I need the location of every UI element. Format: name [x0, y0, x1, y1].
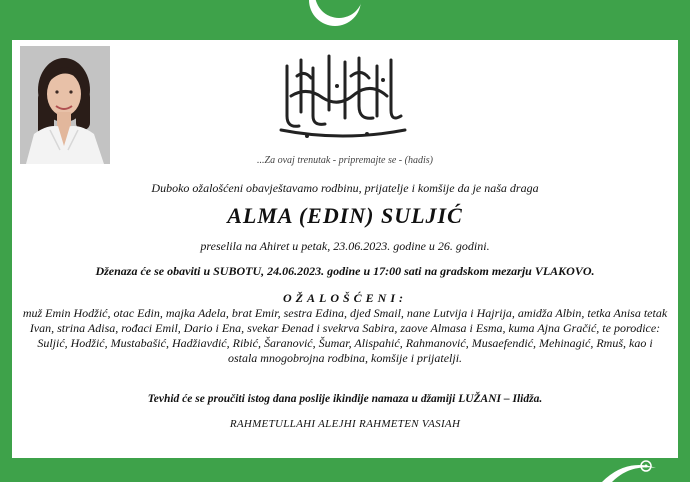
portrait-photo	[20, 46, 110, 164]
mourners-heading: OŽALOŠĆENI:	[282, 291, 407, 305]
funeral-info: Dženaza će se obaviti u SUBOTU, 24.06.2023. godine u 17:00 sati na gradskom mezarju VLAKOVO.	[95, 264, 595, 278]
crescent-star-icon	[596, 458, 666, 482]
obituary-card	[12, 40, 678, 458]
hadis-quote: ...Za ovaj trenutak - pripremajte se - (hadis)	[257, 155, 433, 166]
tevhid-info: Tevhid će se proučiti istog dana poslije ikindije namaza u džamiji LUŽANI – Ilidža.	[147, 393, 543, 405]
arabic-calligraphy-image	[267, 46, 417, 146]
passing-date-text: preselila na Ahiret u petak, 23.06.2023. godine u 26. godini.	[200, 239, 490, 253]
intro-text: Duboko ožalošćeni obavještavamo rodbinu, prijatelje i komšije da je naša draga	[151, 181, 539, 195]
deceased-name: ALMA (EDIN) SULJIĆ	[227, 203, 463, 228]
crescent-star-icon	[307, 0, 363, 28]
mourners-list: muž Emin Hodžić, otac Edin, majka Adela, brat Emir, sestra Edina, djed Smail, nane Lutvija i Hajrija, amidža Albin, tetka Anisa tetak Ivan, strina Adisa, rođaci Emil, Dario i Ena, svekar Đenad i svekrva Sabira, zaove Almasa i Esma, kuma Ajna Gračić, te porodice: Suljić, Hodžić, Mustabašić, Hadžiavdić, Ribić, Šaranović, Šumar, Alispahić, Rahmanović, Musaefendić, Mehinagić, Rmuš, kao i ostala mnogobrojna rodbina, komšije i prijatelji.	[22, 306, 668, 365]
closing-prayer: RAHMETULLAHI ALEJHI RAHMETEN VASIAH	[229, 418, 461, 430]
